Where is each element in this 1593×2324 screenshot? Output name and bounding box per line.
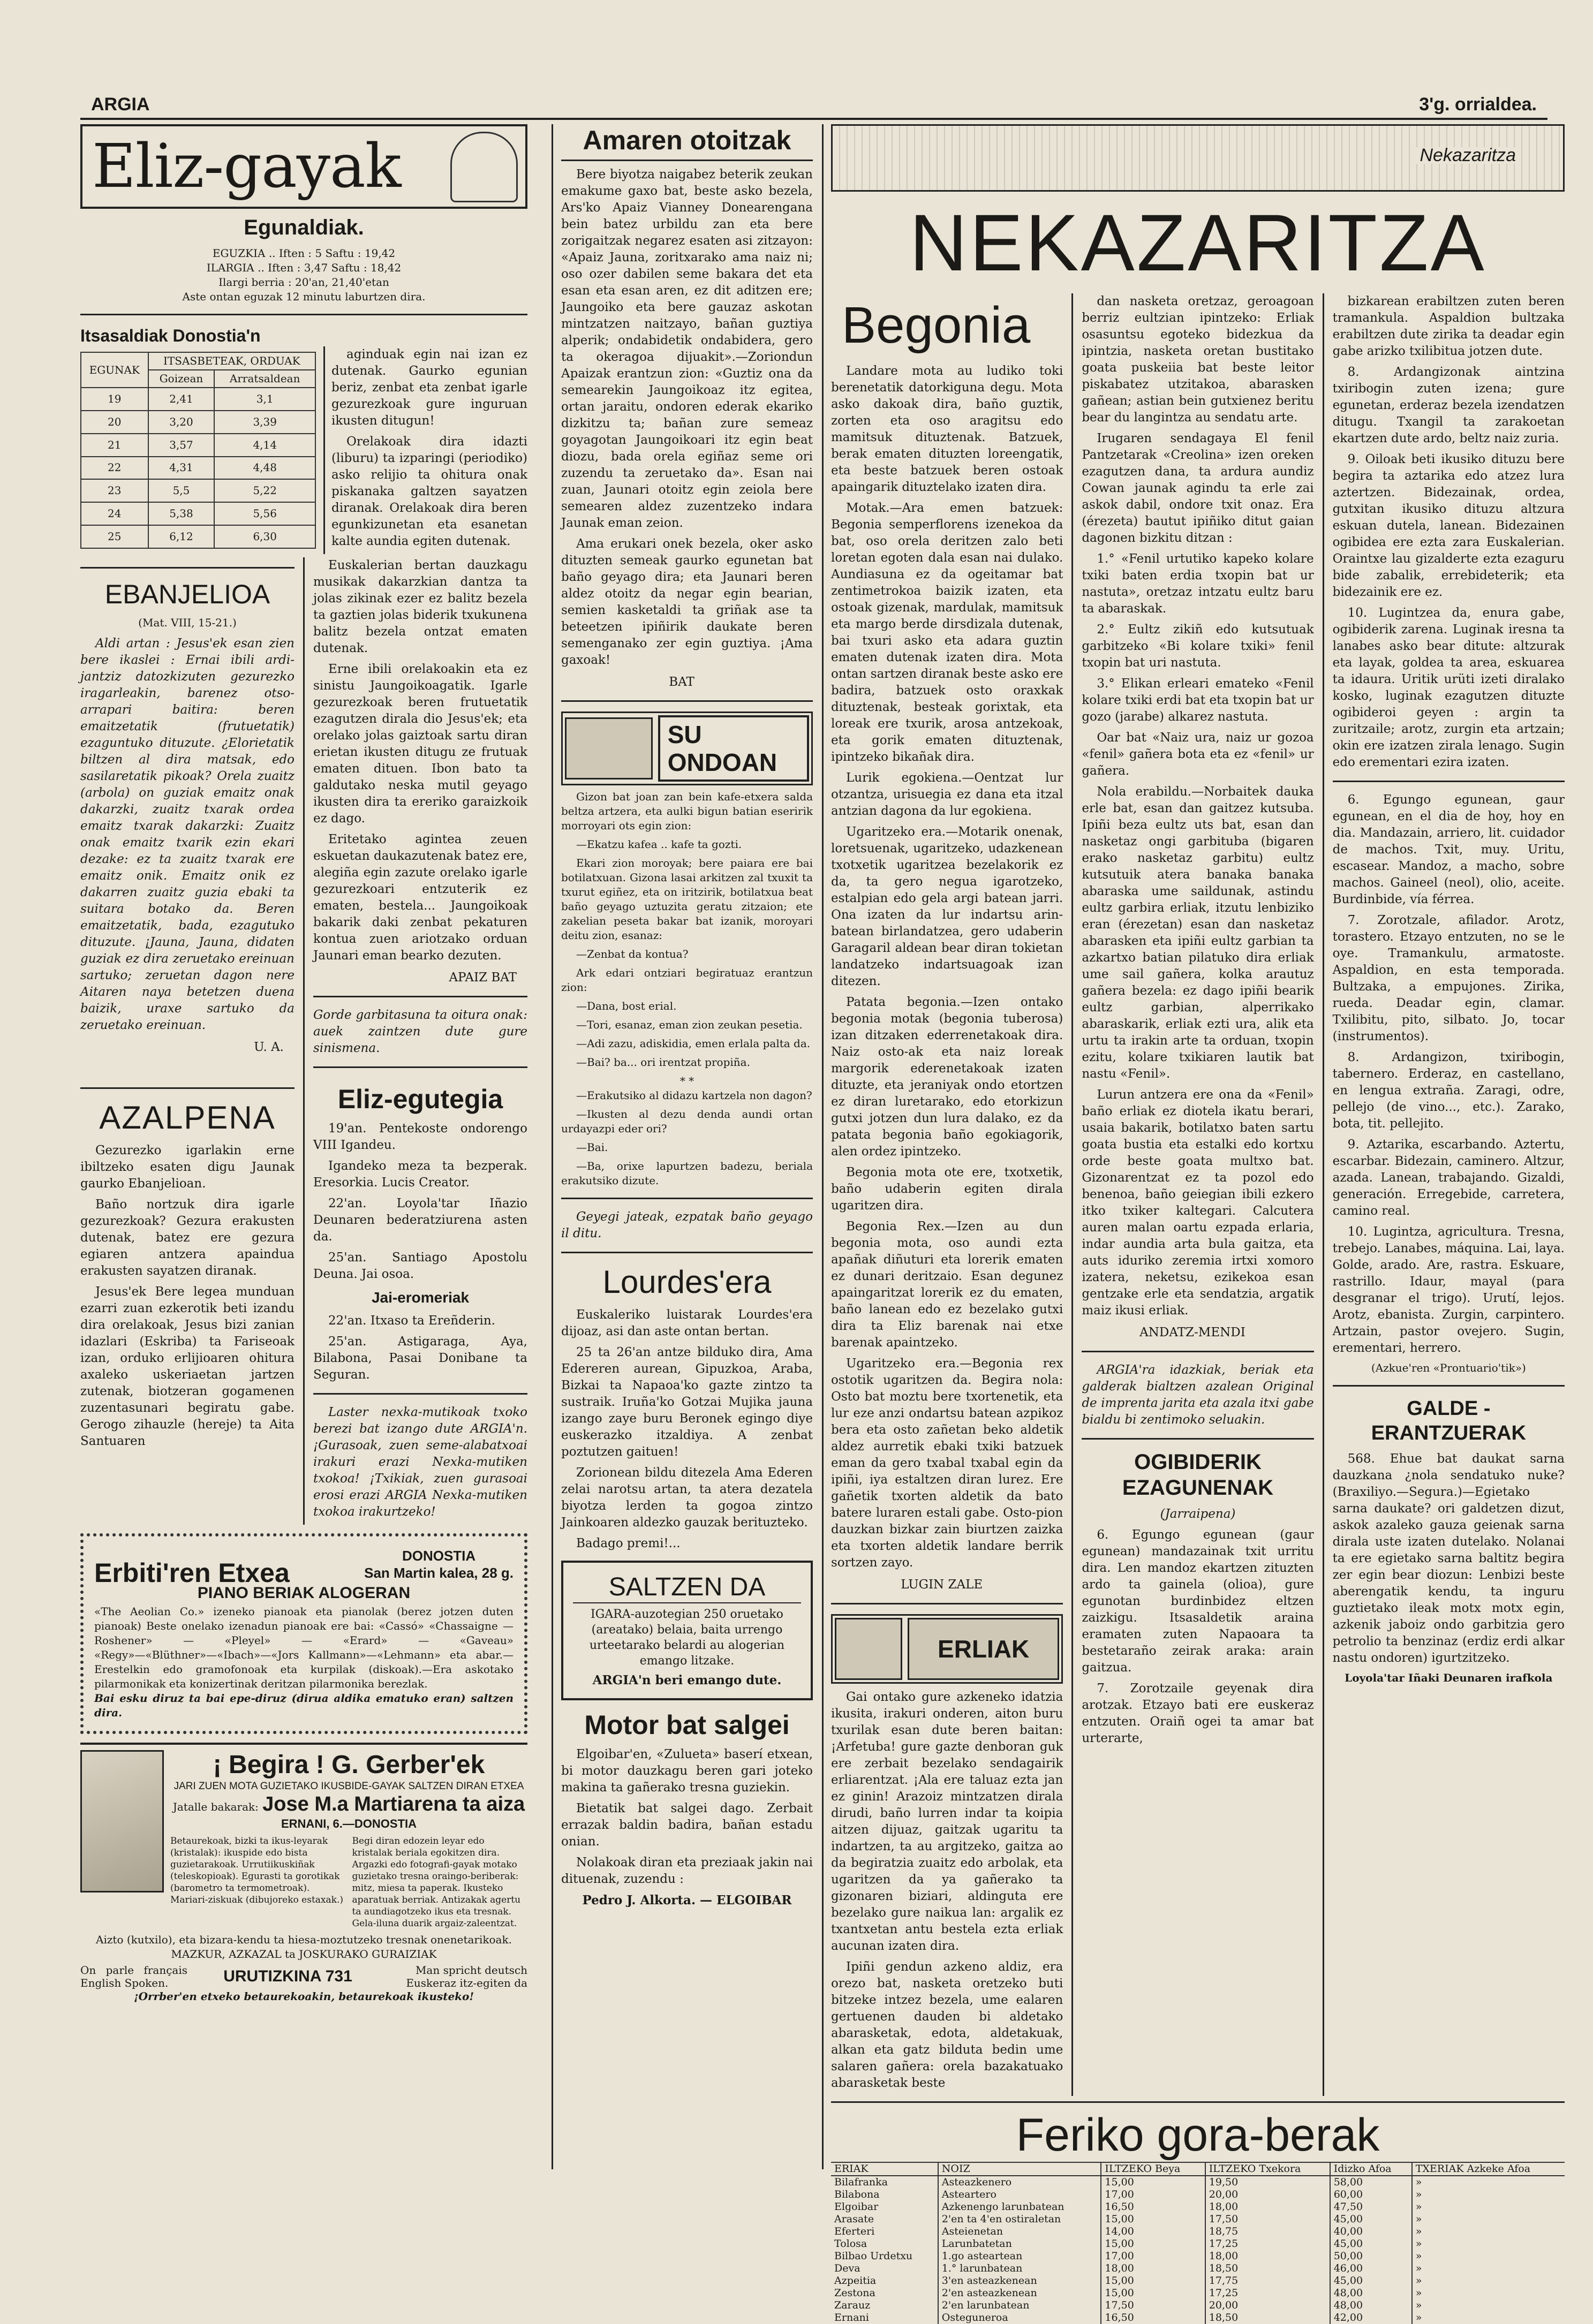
erliak-paragraph: Irugaren sendagaya El fenil Pantzetarak «Creolina» izen oreken ezagutzen dana, ta ardura aundiz Cowan jaunak agindu ta erle zai askok dabil, ondore txit onaz. Era (érezeta) bautut ipiñiko ditut gaian dagonen bizkitu ditzan : <box>1082 432 1314 545</box>
price-cell: 17,25 <box>1205 2287 1330 2299</box>
saltzen-da-heading: SALTZEN DA <box>608 1573 766 1601</box>
erliak-paragraph: dan nasketa oretzaz, geroagoan berriz eultzian ipintzeko: Erliak osasuntsu egoteko bidezkua da ipintzia, nasketa oretan bustitako goata puskeiia bat beste leitor piskabatez utzitakoa, abarasken gañean; astian bein gutxienez beritu bear du langintza au sendatu arte. <box>1082 294 1314 425</box>
price-cell: 60,00 <box>1330 2189 1412 2201</box>
price-cell: 15,00 <box>1101 2287 1205 2299</box>
price-cell: 17,00 <box>1101 2250 1205 2262</box>
gerber-footer: ¡Orrber'en etxeko betaurekoakin, betaurekoak ikusteko! <box>133 1990 474 2003</box>
tides-title: Itsasaldiak Donostia'n <box>80 326 261 345</box>
gerber-title: ¡ Begira ! G. Gerber'ek <box>213 1751 485 1779</box>
price-cell: 42,00 <box>1330 2312 1412 2324</box>
gerber-owner: Jose M.a Martiarena ta aiza <box>262 1793 525 1815</box>
price-cell: » <box>1412 2287 1565 2299</box>
price-cell: 2'en larunbatean <box>938 2299 1101 2312</box>
argia-notice: ARGIA'ra idazkiak, beriak eta galderak bialtzen azalean Original de imprenta jarita eta azala itxi gabe bialdu bi zentimoko seluakin. <box>1082 1363 1314 1427</box>
price-cell: 18,50 <box>1205 2312 1330 2324</box>
tides-head-hours: ITSASBETEAK, ORDUAK <box>148 352 315 370</box>
saltzen-da-note: ARGIA'n beri emango dute. <box>592 1673 782 1687</box>
gerber-left-list: Betaurekoak, bizki ta ikus-leyarak (kristalak): ikuspide edo bista guzietarakoak. Urrutiikuskiñak (teleskopioak). Egurasti ta gorotikak (barometro ta termometroak). Mariari-ziskuak (dibujoreko estaxak.) <box>170 1836 343 1905</box>
ogibiderik-heading: OGIBIDERIK EZAGUNENAK <box>1122 1450 1274 1500</box>
table-row <box>831 2287 1565 2299</box>
su-ondoan-line: —Bai? ba... ori irentzat propiña. <box>576 1056 750 1069</box>
lourdes-paragraph: 25 ta 26'an antze bilduko dira, Ama Edereren aurean, Gipuzkoa, Araba, Bizkai ta Napaoa'ko gazte zintzo ta sustraik. Iruña'ko Gotzai Mujika jauna izango zaye buru Beronek egingo diye euskerazko itzaldiya. A zenbat poztutzen gaituen! <box>561 1345 813 1459</box>
col2-quote: Gorde garbitasuna ta oitura onak: auek zaintzen dute gure sinismena. <box>313 1008 527 1055</box>
lourdes-paragraph: Euskaleriko luistarak Lourdes'era dijoaz, asi dan aste ontan bertan. <box>561 1308 813 1338</box>
erliak-paragraph: 3.° Elikan erleari emateko «Fenil kolare txiki erdi bat eta txopin bat ur gozo (jarabe) alkarez nastuta. <box>1082 677 1314 724</box>
gerber-phone: URUTIZKINA 731 <box>223 1967 352 1985</box>
egutegia-line: 19'an. Pentekoste ondorengo VIII Igandeu. <box>313 1122 527 1152</box>
price-cell: 17,50 <box>1205 2213 1330 2225</box>
nekazaritza-heading: NEKAZARITZA <box>909 198 1486 287</box>
col2-paragraph: Eritetako agintea zeuen eskuetan daukazutenak batez ere, alegiña egin zazute orelako igarle gezurezkoari entzuterik ez ematen, bestela... Jaungoikoak bakarik daki zenbat pekaturen kontua zuen ariotzako orduan Jaunari eman bearko dezuten. <box>313 832 527 963</box>
su-ondoan-line: —Tori, esanaz, eman zion zeukan pesetia. <box>576 1018 803 1031</box>
price-cell: Arasate <box>834 2213 874 2225</box>
prices-head-when: NOIZ <box>938 2162 1101 2176</box>
market-prices-table <box>831 2162 1565 2324</box>
vocabulary-entry: 10. Lugintza, agricultura. Tresna, trebejo. Lanabes, máquina. Lai, laya. Golde, arado. Are, rastra. Eskuare, rastrillo. Idaur, mayal (para desgranar el trigo). Urutí, lejos. Arotz, ebanista. Zurgin, carpintero. Artzain, pastor ovejero. Sugin, erementari, herrero. <box>1332 1225 1565 1355</box>
erbiti-city: DONOSTIA <box>402 1548 476 1564</box>
telescope-man-icon <box>80 1750 164 1892</box>
price-cell: Larunbatetan <box>938 2238 1101 2250</box>
su-ondoan-heading: SU ONDOAN <box>658 715 809 782</box>
price-cell: Osteguneroa <box>938 2312 1101 2324</box>
price-cell: » <box>1412 2225 1565 2238</box>
motor-heading: Motor bat salgei <box>584 1710 790 1740</box>
moon-line: ILARGIA .. Iften : 3,47 Saftu : 18,42 <box>206 261 402 274</box>
vocabulary-entry: 8. Ardangizon, txiribogin, tabernero. Erderaz, en castellano, en lengua extraña. Zaragi, odre, pellejo (de vino..., etc.). Zarako, bota, tit. pellejito. <box>1332 1050 1565 1131</box>
price-cell: 40,00 <box>1330 2225 1412 2238</box>
price-cell: 50,00 <box>1330 2250 1412 2262</box>
price-cell: Tolosa <box>834 2238 867 2250</box>
price-cell: 45,00 <box>1330 2238 1412 2250</box>
begonia-paragraph: Patata begonia.—Izen ontako begonia motak (begonia tuberosa) izan ditzaken ederrenetakoak dira. Naiz osto-ak eta naiz loreak margorik ederenetakoak izaten dituzte, eta jeraniyak ondo etortzen ez diran luretarako, edo etorkizun gutxi jotzen dun lura dalako, ez da patata begonia baño egokiagorik, alen ordez ipintzeko. <box>831 995 1063 1159</box>
erliak-signature: ANDATZ-MENDI <box>1139 1326 1245 1339</box>
gerber-ad <box>80 1743 527 2004</box>
table-row <box>831 2213 1565 2225</box>
eliz-gayak-title <box>80 124 527 209</box>
prices-head-cow: ILTZEKO Beya <box>1101 2162 1205 2176</box>
ebanjelioa-heading: EBANJELIOA <box>104 579 270 609</box>
sun-line: EGUZKIA .. Iften : 5 Saftu : 19,42 <box>212 247 396 260</box>
price-cell: Azkenengo larunbatean <box>938 2201 1101 2213</box>
price-cell: Azpeitia <box>834 2275 877 2287</box>
motor-paragraph: Elgoibar'en, «Zulueta» baserí etxean, bi motor dauzkagu beren gari joteko makina ta gañerako tresna guziekin. <box>561 1747 813 1795</box>
page-number: 3'g. orrialdea. <box>1419 94 1537 115</box>
begonia-paragraph: Begonia mota ote ere, txotxetik, baño udaberin egiten dirala ugaritzen dira. <box>831 1165 1063 1213</box>
vocabulary-entry: 6. Egungo egunean, gaur egunean, en el dia de hoy, hoy en dia. Mandazain, arriero, lit. cuidador de machos. Txit, muy. Uritu, escasear. Mandoz, a macho, sobre machos. Gaineel (neol), olio, aceite. Burdinbide, vía férrea. <box>1332 793 1565 906</box>
table-row: 21 3,57 4,14 <box>81 434 315 457</box>
su-ondoan-line: —Ikusten al dezu denda aundi ortan urdayazpi eder ori? <box>561 1108 813 1135</box>
price-cell: 18,00 <box>1205 2201 1330 2213</box>
price-cell: 15,00 <box>1101 2213 1205 2225</box>
ogibiderik-paragraph: 10. Lugintzea da, enura gabe, ogibiderik zarena. Luginak iresna ta lanabes asko bear ditute: altzurak eta layak, goldea ta area, eskuarea ta idaura. Uritik urüti izeti diralako kosko, luginak ezagutzen dituzte ogibideroi geyen : argin ta zuritzaile; arotz, zurgin eta artzain; okin ere izatzen zirala lenago. Sugin edo erementari ezira izaten. <box>1332 606 1565 769</box>
tides-head-days: EGUNAK <box>81 352 148 388</box>
col2-paragraph: Erne ibili orelakoakin eta ez sinistu Jaungoikoagatik. Igarle gezurezkoak beren frutuetatik ezagutzen dirala dio Jesus'ek; eta orelako jolas gaiztoak sartu diran erietan ikusten ditugu ze frutuak ematen dituen. Ibon bato ta galdutako neska mutil geyago ikusten dira ta ereriko garaizkoik ez dago. <box>313 662 527 826</box>
otoitzak-paragraph: Bere biyotza naigabez beterik zeukan emakume gaxo bat, beste asko bezela, Ars'ko Apaiz Vianney Donearengana bein batez urbildu zan eta bere zorigaitzak negarez esaten asi zitzayon: «Apaiz Jauna, zoritxarako ama naiz ni; oso ozer dabilen seme bakara det eta esan eta esan aren, ez dit aditzen ere; Jaungoiko eta bere gauzaz askotan mintzatzen naitzayo, bañan guztiya alperik; ondabidetik ondabidera, gero ta okeragoa dijuakit».—Zoriondun Apaizak erantzun zion: «Guztiz ona da semearekin Jaungoikoaz itz egitea, ortan jaraitu, ondoren ederak ekariko dizkitzu ta; bañan zure semeaz goyagotan Jaungoikoari itz egin beat diozu, bada orela egiñaz seme ori zuzendu ta zeruetako da». Esan nai zuan, Jaunari otoitz egin zeiola bere semearen aldez zuzentzeko indara Jaunak eman zeion. <box>561 168 813 530</box>
table-row: 23 5,5 5,22 <box>81 479 315 502</box>
bee-icon <box>835 1618 902 1680</box>
newspaper-name: ARGIA <box>91 94 150 115</box>
tides-head-morning: Goizean <box>148 370 215 388</box>
ebanjelioa-text: Aldi artan : Jesus'ek esan zien bere ikaslei : Ernai ibili ardi-jantziz datozkizuten gezurezko iragarleakin, barenez otso-arrapari baitira: beren emaitzetatik (frutuetatik) ezaguntuko dituzute. ¿Elorietatik biltzen al dira matsak, edo sasilaretatik pikoak? Orela zuaitz (arbola) on guziak emaitz onak dakarzki, zuaitz txarak ordea emaitz txarak dakarzki: Zuaitz onak emaitz txarik ezin ekari dezake: ez ta zuaitz txarak ere emaitz onik. Emaitz onik ez dakarren zuaitz guzia ebaki ta suitara botako da. Beren emaitzetatik, bada, ezagutuko dituzute. ¡Jauna, Jauna, didaten guziak ez dira zeruetako ereinuan sartuko; zeruetan dagon nere Aitaren naya betetzen duena baizik, uraxe sartuko da zeruetako ereinuan. <box>80 637 295 1032</box>
table-row <box>831 2189 1565 2201</box>
price-cell: 15,00 <box>1101 2238 1205 2250</box>
galde-erantzuerak-paragraph: 568. Ehue bat daukat sarna dauzkana ¿nola sendatuko nuke? (Braxiliyo.—Segura.)—Egietako sarna daukate? ori galdetzen dizut, askok azaleko gauza geienak sarna dirala uste izaten dutelako. Nolanai ta ere egietako sarna baltitz begira zer egin bear diozun: Lenbizi beste aberengatik kendu, ta inguru guztietako ileak motx motx egin, azkenik jaboiz ondo garbitzia gero petrolio ta benzinaz (erdiz erdi alkar nastu ondoren) igurtzitzeko. <box>1332 1452 1565 1665</box>
vocabulary-source: (Azkue'ren «Prontuario'tik») <box>1371 1361 1526 1374</box>
lourdes-paragraph: Badago premi!... <box>576 1536 681 1550</box>
su-ondoan-line: —Zenbat da kontua? <box>576 948 689 960</box>
price-cell: 15,00 <box>1101 2275 1205 2287</box>
egutegia-line: 25'an. Santiago Apostolu Deuna. Jai osoa. <box>313 1251 527 1281</box>
erliak-paragraph: Lurun antzera ere ona da «Fenil» baño erliak ez diotela ikatu berari, usaia bakarik, botilatxo baten sartu goata bustia eta estalki edo kortxu orde beste goata multxo bat. Gizonarentzat ez ta pozol edo benenoa, baño geiegian ibili ezkero itko txiker kaltegari. Calcutera auren malan oartu ezpada erlaria, indar aundia arta bula gaitza, eta auts iduriko zeremia irtxi xomoro izatera, neketsu, ezikekoa esan gentzake erle eta sendatzia, argatik maiz ikusi erliak. <box>1082 1088 1314 1318</box>
feriko-heading: Feriko gora-berak <box>1016 2109 1380 2161</box>
price-cell: » <box>1412 2238 1565 2250</box>
ebanjelioa-signature: U. A. <box>254 1040 284 1054</box>
tides-table <box>80 352 316 549</box>
new-moon-line: Ilargi berria : 20'an, 21,40'etan <box>218 276 389 289</box>
azalpena-paragraph: Gezurezko igarlakin erne ibiltzeko esaten digu Jaunak gaurko Ebanjelioan. <box>80 1144 295 1191</box>
azalpena-paragraph: Jesus'ek Bere legea munduan ezarri zuan ezkerotik beti izandu dira orelakoak, Jesus bizi zanian idazlari (Eskriba) ta Fariseoak izan, orduko erlijioaren ohitura axaleko uskeriaetan jartzen zutenak, biotzeran gogamenen zuzentasunari begiratu gabe. Gerogo zihauzle (hereje) ta Aita Santuaren <box>80 1285 295 1448</box>
price-cell: » <box>1412 2213 1565 2225</box>
table-row <box>831 2262 1565 2275</box>
jai-line: 25'an. Astigaraga, Aya, Bilabona, Pasai Donibane ta Seguran. <box>313 1335 527 1382</box>
price-cell: » <box>1412 2312 1565 2324</box>
begonia-paragraph: Ugaritzeko era.—Motarik onenak, loretsuenak, ugaritzeko, udazkenean txotxetik ugaritzea bezelakorik ez da, ta gero negua igarotzeko, estalpian edo gela argi batean jarri. Ona izaten da lur indartsu arin-batean birlandatzea, gero udaberin Garagaril aldean bear diran tokietan landatzeko indartsuagoak izan ditezen. <box>831 825 1063 988</box>
table-row: 24 5,38 5,56 <box>81 502 315 525</box>
price-cell: 16,50 <box>1101 2312 1205 2324</box>
egutegia-line: 22'an. Loyola'tar Iñazio Deunaren bederatziurena asten da. <box>313 1197 527 1244</box>
erbiti-ad <box>80 1533 527 1734</box>
gerber-bottom-2: MAZKUR, AZKAZAL ta JOSKURAKO GURAIZIAK <box>171 1948 437 1960</box>
price-cell: 19,50 <box>1205 2176 1330 2189</box>
table-row: 20 3,20 3,39 <box>81 411 315 434</box>
su-ondoan-line: —Bai. <box>576 1141 608 1154</box>
price-cell: 47,50 <box>1330 2201 1412 2213</box>
price-cell: 48,00 <box>1330 2287 1412 2299</box>
price-cell: Ernani <box>834 2312 869 2323</box>
price-cell: Asteartero <box>938 2189 1101 2201</box>
su-ondoan-line: —Adi zazu, adiskidia, emen erlala palta da. <box>576 1037 811 1050</box>
price-cell: Bilabona <box>834 2189 880 2200</box>
lourdes-heading: Lourdes'era <box>602 1264 772 1300</box>
su-ondoan-line: —Ba, orixe lapurtzen badezu, beriala erakutsiko dizute. <box>561 1160 813 1187</box>
eliz-gayak-heading: Eliz-gayak <box>92 132 401 201</box>
price-cell: 1.go asteartean <box>938 2250 1101 2262</box>
ogibiderik-subheading: (Jarraipena) <box>1160 1507 1236 1521</box>
price-cell: 18,00 <box>1205 2250 1330 2262</box>
ogibiderik-paragraph: 9. Oiloak beti ikusiko dituzu bere begira ta aztarika edo atzez lura aztertzen. Bidezainak, ordea, gutxitan ikusiko dituzu altzura eskuan dutela, lanean. Bidezainen ogibidea ere ezta zara Euskalerian. Oraintxe lau gizalderte ezta ezaguru bide zabalik, errebideterik; eta bidezainik ere ez. <box>1332 452 1565 599</box>
saltzen-da-ad <box>561 1561 813 1700</box>
amaren-otoitzak-heading: Amaren otoitzak <box>561 124 813 161</box>
eliz-egutegia-heading: Eliz-egutegia <box>337 1084 503 1114</box>
price-cell: 3'en asteazkenean <box>938 2275 1101 2287</box>
price-cell: » <box>1412 2299 1565 2312</box>
table-row <box>831 2225 1565 2238</box>
price-cell: » <box>1412 2275 1565 2287</box>
su-ondoan-line: Gizon bat joan zan bein kafe-etxera salda beltza artzera, eta aulki bigun batian eseririk morroyari ots egin zion: <box>561 790 813 832</box>
price-cell: 18,75 <box>1205 2225 1330 2238</box>
col2-paragraph: Orelakoak dira idazti (liburu) ta izparingi (periodiko) asko relijio ta ohitura onak piskanaka galtzen sayatzen diranak. Orelakoak dira beren egunkizunetan eta esanetan kalte aundia egiten dutenak. <box>331 435 527 548</box>
gerber-address: ERNANI, 6.—DONOSTIA <box>281 1817 417 1830</box>
prices-head-calf: ILTZEKO Txekora <box>1205 2162 1330 2176</box>
jai-eromeriak-heading: Jai-eromeriak <box>371 1289 470 1306</box>
erliak-heading: ERLIAK <box>908 1618 1059 1680</box>
price-cell: 17,00 <box>1101 2189 1205 2201</box>
ogibiderik-paragraph: 6. Egungo egunean (gaur egunean) mandazainak txit urritu dira. Len mandoz ekartzen zituzten ardo ta gainela (olioa), gure egunotan burdinbidez eltzen zaizkigu. Itsasaldetik araina eramaten zuten Napaoara ta bestetaraño zeirak araka: arain gaitzua. <box>1082 1528 1314 1675</box>
price-cell: Zestona <box>834 2287 875 2299</box>
gerber-right-list: Begi diran edozein leyar edo kristalak beriala egokitzen dira. Argazki edo fotografi-gayak motako guzietako tresna oraingo-beriberak: mitz, miesa ta paperak. Ikusteko aparatuak berriak. Antizakak agertu ta aundiagotzeko ikus eta tresnak. Gela-iluna duarik argaiz-zaleentzat. <box>352 1836 521 1929</box>
azalpena-paragraph: Baño nortzuk dira igarle gezurezkoak? Gezura erakusten dutenak, batez ere gezura egiaren antzera apaindua erakusten sayatzen diranak. <box>80 1198 295 1278</box>
price-cell: Deva <box>834 2262 860 2274</box>
table-row <box>831 2299 1565 2312</box>
erliak-paragraph: Oar bat «Naiz ura, naiz ur gozoa «fenil» gañera bota eta ez «fenil» ur gañera. <box>1082 731 1314 778</box>
erliak-paragraph: Ipiñi gendun azkeno aldiz, era orezo bat, nasketa oretzeko buti bitzeke intzez bezela, ume ealaren gertuenen dauden bi aldetako abarasketak, edota, aldetakuak, alkan eta gatz bilduta bedin ume salaren gañera: orela bazakatuako abarasketak beste <box>831 1960 1063 2090</box>
price-cell: » <box>1412 2250 1565 2262</box>
nekazaritza-section <box>831 124 1565 2323</box>
erbiti-text: «The Aeolian Co.» izeneko pianoak eta pianolak (berez jotzen duten pianoak) Beste onelako izenadun pianoak ere bai: «Cassó» «Chassaigne — Roshener» — «Pleyel» — «Erard» — «Gaveau» «Regy»—«Blüthner»—«Ibach»—«Jors Kallmann»—«Lehmann» eta abar.—Erestelkin edo gramofonoak eta kurpilak (diskoak).—Era askotako pilarmonikak eta konizertinak deritzan pilarmonika berezlak. <box>94 1605 514 1690</box>
erliak-paragraph: Gai ontako gure azkeneko idatzia ikusita, irakuri onderen, aiton buru txurilak esan dute beren baitan: ¡Arfetuba! gure gazte denboran guk ere zerbait bezelako sendagairik erliarentzat. ¡Ala ere taluaz ezta jan ez ginin! Arazoiz mintzatzen dirala dirudi, baño lurren indar ta koipia aitzen dijuaz, gaitzak ugaritu ta indartzen, ta au argitzeko, gaitza ao da begiratzia zuaitz edo arbolak, eta ugaritzen da ya gañerako ta gizonaren biziari, aldinguta ere bezelako gure naikua lan: argalik ez txantxetan antu bestela ezta erliak aucunan izaten dira. <box>831 1690 1063 1953</box>
saltzen-da-text: IGARA-auzotegian 250 oruetako (areatako) belaia, baita urrengo urteetarako belardi au alogerian emango litzake. <box>573 1602 801 1669</box>
table-row <box>831 2312 1565 2324</box>
erbiti-street: San Martin kalea, 28 g. <box>364 1565 514 1581</box>
price-cell: 20,00 <box>1205 2189 1330 2201</box>
gerber-owner-label: Jatalle bakarak: <box>172 1800 259 1813</box>
prices-head-places: ERIAK <box>831 2162 938 2176</box>
su-ondoan-line: Ekari zion moroyak; bere paiara ere bai botilatxuan. Gizona lasai arkitzen zal txuxit ta txurut egiñez, eta on iritzirik, botilatxua beat baño geyago uztuzita geratu zitzaion; ete zakelian peseta bakar bat izanik, moroyari deitu zion, esanaz: <box>561 857 813 942</box>
erbiti-note: Bai esku diruz ta bai epe-diruz (dirua aldika ematuko eran) saltzen dira. <box>94 1692 514 1719</box>
praying-woman-icon <box>450 132 518 202</box>
day-length-line: Aste ontan eguzak 12 minutu laburtzen dira. <box>182 290 426 303</box>
price-cell: » <box>1412 2262 1565 2275</box>
geyegi-quote: Geyegi jateak, ezpatak baño geyago il ditu. <box>561 1210 813 1240</box>
lourdes-paragraph: Zorionean bildu ditezela Ama Ederen zelai narotsu artan, ta atera dezatela biyotza lerden ta gogoa zintzo Jainkoaren aldezko gauzak berituzteko. <box>561 1466 813 1530</box>
price-cell: » <box>1412 2189 1565 2201</box>
gerber-lang-left: On parle français English Spoken. <box>80 1964 187 1989</box>
price-cell: 58,00 <box>1330 2176 1412 2189</box>
price-cell: 45,00 <box>1330 2213 1412 2225</box>
ogibiderik-paragraph: 7. Zorotzaile geyenak dira arotzak. Etzayo bati ere euskeraz entzuten. Oraiñ ogei ta amar bat urterarte, <box>1082 1682 1314 1745</box>
price-cell: Elgoibar <box>834 2201 879 2213</box>
motor-paragraph: Bietatik bat salgei dago. Zerbait errazak baldin badira, bañan estadu onian. <box>561 1801 813 1849</box>
su-ondoan-line: —Dana, bost erial. <box>576 1000 677 1012</box>
jai-line: 22'an. Itxaso ta Ereñderin. <box>328 1314 495 1328</box>
price-cell: » <box>1412 2201 1565 2213</box>
sun-moon-block <box>80 246 527 304</box>
printer-credit: Loyola'tar Iñaki Deunaren irafkola <box>1345 1671 1553 1684</box>
begonia-signature: LUGIN ZALE <box>901 1578 983 1592</box>
price-cell: 15,00 <box>1101 2176 1205 2189</box>
erbiti-tagline: PIANO BERIAK ALOGERAN <box>197 1584 411 1602</box>
ogibiderik-paragraph: bizkarean erabiltzen zuten beren tramankula. Aspaldion bultzaka erabiltzen dute zirika ta deadar egin gabe arizko txilibitua jotzen dute. <box>1332 294 1565 358</box>
price-cell: 17,25 <box>1205 2238 1330 2250</box>
price-cell: 2'en asteazkenean <box>938 2287 1101 2299</box>
erliak-paragraph: 1.° «Fenil urtutiko kapeko kolare txiki baten erdia txopin bat ur nastuta», oretzaz intzatu eultz baru ta abaraskak. <box>1082 552 1314 616</box>
price-cell: 48,00 <box>1330 2299 1412 2312</box>
begonia-paragraph: Ugaritzeko era.—Begonia rex ostotik ugaritzen da. Begira nola: Osto bat moztu bere txortenetik, eta lur eze anzi ondartsu batean azpikoz bera eta osto zañetan beko aldetik aldez aurretik ebaki txiki batzuek eman da gero txabal txabal egin da ipiñi, iya estaltzen diran lurez. Ere gañetik txorten aldetik da bato batere luraren estali gabe. Osto-pion dauzkan bizkar zain biurtzen zaizka eta txorten aldetik landare berrik sortzen zayo. <box>831 1357 1063 1570</box>
gerber-bottom: Aizto (kutxilo), eta bizara-kendu ta hiesa-moztutzeko tresnak onenetarikoak. <box>96 1933 512 1946</box>
price-cell: » <box>1412 2176 1565 2189</box>
azalpena-heading: AZALPENA <box>99 1100 276 1135</box>
col2-signature: APAIZ BAT <box>449 971 517 985</box>
price-cell: 20,00 <box>1205 2299 1330 2312</box>
table-row <box>831 2250 1565 2262</box>
price-cell: 17,50 <box>1101 2299 1205 2312</box>
begonia-paragraph: Begonia Rex.—Izen au dun begonia mota, oso aundi ezta apañak diñuturi eta lorerik ematen ez dunari deritzaio. Esan degunez apaingaritzat lorerik ez du ematen, baño lanean edo ez bezelako gutxi dira ta Eliz barenak nai etxe barenak apaintzeko. <box>831 1220 1063 1350</box>
otoitzak-signature: BAT <box>669 675 694 689</box>
ogibiderik-paragraph: 8. Ardangizonak aintzina txiribogin zuten izena; gure egunetan, erderaz bezela izendatzen ditugu. Txangil ta zarakoetan ekartzen dute ardo, beltz naiz zuria. <box>1332 365 1565 445</box>
farming-banner-illustration <box>831 124 1565 192</box>
motor-paragraph: Nolakoak diran eta preziaak jakin nai dituenak, zuzendu : <box>561 1856 813 1886</box>
galde-erantzuerak-heading: GALDE - ERANTZUERAK <box>1371 1397 1526 1444</box>
col2-paragraph: aginduak egin nai izan ez dutenak. Gaurko egunian beriz, zenbat eta zenbat igarle gezurezkoak gure inguruan ikusten ditugun! <box>331 347 527 428</box>
price-cell: 1.° larunbatean <box>938 2262 1101 2275</box>
price-cell: Asteazkenero <box>938 2176 1101 2189</box>
otoitzak-paragraph: Ama erukari onek bezela, oker asko dituzten semeak gaurko egunetan bat baño geyago dira; eta Jaunari beren aldez otoitz da negar egin bearian, semien kasketaldi ta griñak ase ta beteetzen ipiñirik daukate beren semenganako zer egin guztiya. ¡Ama gaxoak! <box>561 537 813 667</box>
vocabulary-entry: 9. Aztarika, escarbando. Aztertu, escarbar. Bidezain, caminero. Altzur, azada. Lanean, trabajando. Gizaldi, generación. Erregebide, carretera, camino real. <box>1332 1138 1565 1218</box>
erliak-paragraph: Nola erabildu.—Norbaitek dauka erle bat, esan dan gaitzez kutsuba. Ipiñi beza eultz uts bat, esan dan nasketaz ongi garbituba (bigaren erako nasketaz garbitu) eultz kutsutuik atera banaka banaka abaraska ume saildunak, astindu eultz garbira erliak, itzutu lenbiziko eran (érezetan) esan dan nasketaz abarasken eta ipiñi eultz garbian ta azkartxo batian pilatuko dira erliak ume sail gañera, kolka arautuz gañera bezela: ez dago ipiñi bearik eultz garbian, alperrikako abaraskarik, erliak ezti ura, alik eta urtu ta irakin arte ta orduan, txopin ezitu, kolare txikiaren lautik bat nastu «Fenil». <box>1082 785 1314 1081</box>
price-cell: 45,00 <box>1330 2275 1412 2287</box>
egunaldiak-heading: Egunaldiak. <box>244 216 364 239</box>
price-cell: 16,50 <box>1101 2201 1205 2213</box>
price-cell: Bilbao Urdetxu <box>834 2250 913 2262</box>
price-cell: Asteienetan <box>938 2225 1101 2238</box>
table-row <box>831 2201 1565 2213</box>
ebanjelioa-reference: (Mat. VIII, 15-21.) <box>138 616 237 629</box>
erliak-paragraph: 2.° Eultz zikiñ edo kutsutuak garbitzeko «Bi kolare txiki» fenil txopin bat uri nastuta. <box>1082 623 1314 670</box>
table-row: 22 4,31 4,48 <box>81 457 315 480</box>
price-cell: 46,00 <box>1330 2262 1412 2275</box>
begonia-heading: Begonia <box>842 297 1031 354</box>
col2-paragraph: Euskalerian bertan dauzkagu musikak dakarzkian dantza ta jolas zikinak ezer ez balitz bezela ta gaztien jolas biderik txukunena balitz bezela ontzat ematen dutenak. <box>313 558 527 655</box>
motor-signature: Pedro J. Alkorta. — ELGOIBAR <box>582 1893 792 1907</box>
price-cell: 14,00 <box>1101 2225 1205 2238</box>
column-3: Amaren otoitzak Bere biyotza naigabez beterik zeukan emakume gaxo bat, beste asko bezela, Ars'ko Apaiz Vianney Donearengana bein batez urbildu zan eta bere zorigaitzak negarez esaten asi zitzayon: «Apaiz Jauna, zoritxarako ama naiz ni; oso ozer dabilen seme bakara det eta esan eta esan aren, ez dit aditzen ere; Jaungoiko eta bere gauzaz askotan mintzatzen naitzayo, bañan guztiya alperik; ondabidetik ondabidera, gero ta okeragoa dijuakit».—Zoriondun Apaizak erantzun zion: «Guztiz ona da semearekin Jaungoikoaz itz egitea, ortan jaraitu, ondoren ederak ekariko dizkitzu ta; bañan zure semeaz goyagotan Jaungoikoari itz egin beat diozu, bada orela egiñaz seme ori zuzendu ta zeruetako da». Esan nai zuan, Jaunari otoitz egin zeiola bere semearen aldez zuzentzeko indara Jaunak eman zeion. Ama erukari onek bezela, oker asko dituzten semeak gaurko egunetan bat baño geyago dira; eta Jaunari beren aldez otoitz da negar egin bearian, semien kasketaldi ta griñak ase ta beteetzen ipiñirik daukate beren semenganako zer egin guztiya. ¡Ama gaxoak! BAT SU ONDOAN Gizon bat joan zan bein kafe-etxera salda beltza artzera, eta aulki bigun batian eseririk morroyari ots egin zion: —Ekatzu kafea .. kafe ta gozti. Ekari zion moroyak; bere paiara ere bai botilatxuan. Gizona lasai arkitzen zal txuxit ta txurut egiñez, eta on iritzirik, botilatxua beat baño geyago uztuzita geratu zitzaion; ete zakelian peseta bakar bat izanik, moroyari deitu zion, esanaz: —Zenbat da kontua? Ark edari ontziari begiratuaz erantzun zion: —Dana, bost erial. —Tori, esanaz, eman zion zeukan pesetia. —Adi zazu, adiskidia, emen erlala palta da. —Bai? ba... ori irentzat propiña. * * —Erakutsiko al didazu kartzela non dagon? —Ikusten al dezu denda aundi ortan urdayazpi eder ori? —Bai. —Ba, orixe lapurtzen badezu, beriala erakutsiko dizute. Geyegi jateak, ezpatak baño geyago il ditu. Lourdes'era Euskaleriko luistarak Lourdes'era dijoaz, asi dan aste ontan bertan. 25 ta 26'an antze bilduko dira, Ama Edereren aurean, Gipuzkoa, Araba, Bizkai ta Napaoa'ko gazte zintzo ta sustraik. Iruña'ko Gotzai Mujika jauna izango zaye buru Beronek egingo diye euskerazko itzaldiya. A zenbat poztutzen gaituen! Zorionean bildu ditezela Ama Ederen zelai narotsu artan, ta atera dezatela biyotza lerden ta gogoa zintzo Jainkoaren aldezko gauzak berituzteko. Badago premi!... SALTZEN DA IGARA-auzotegian 250 oruetako (areatako) belaia, baita urrengo urteetarako belardi au alogerian emango litzake. ARGIA'n beri emango dute. Motor bat salgei Elgoibar'en, «Zulueta» baserí etxean, bi motor dauzkagu beren gari joteko makina ta gañerako tresna guziekin. Bietatik bat salgei dago. Zerbait errazak baldin badira, bañan estadu onian. Nolakoak diran eta preziaak jakin nai dituenak, zuzendu : Pedro J. Alkorta. — ELGOIBAR <box>561 125 813 1907</box>
price-cell: Zarauz <box>834 2299 871 2311</box>
prices-head-pig: TXERIAK Azkeke Afoa <box>1412 2162 1565 2176</box>
prices-head-ox: Idizko Afoa <box>1330 2162 1412 2176</box>
su-ondoan-line: —Ekatzu kafea .. kafe ta gozti. <box>576 838 742 851</box>
column-1 <box>80 124 527 2169</box>
tides-head-evening: Arratsaldean <box>214 370 315 388</box>
erbiti-name: Erbiti'ren Etxea <box>94 1558 290 1588</box>
egutegia-line: Igandeko meza ta bezperak. Eresorkia. Lucis Creator. <box>313 1159 527 1190</box>
fireside-illustration-icon <box>565 717 653 779</box>
table-row <box>831 2275 1565 2287</box>
vocabulary-entry: 7. Zorotzale, afilador. Arotz, torastero. Etzayo entzuten, no se le oye. Tramankulu, armatoste. Aspaldion, en esta temporada. Bultzaka, a empujones. Zirika, rueda. Deadar egin, clamar. Txilibitu, pito, silbato. Jo, tocar (instrumentos). <box>1332 913 1565 1043</box>
price-cell: Bilafranka <box>834 2176 888 2188</box>
su-ondoan-line: Ark edari ontziari begiratuaz erantzun zion: <box>561 966 813 994</box>
table-row <box>831 2238 1565 2250</box>
begonia-paragraph: Landare mota au ludiko toki berenetatik datorkiguna degu. Mota asko dakoak dira, baño guztik, zorten eta oso aragitsu edo mamitsuk dituztenak. Batzuek, berak ematen dituzten loreengatik, eta beste batzuek beren ostoak apaingarik dituztelako izaten dira. <box>831 364 1063 494</box>
table-row: 19 2,41 3,1 <box>81 388 315 411</box>
price-cell: 2'en ta 4'en ostiraletan <box>938 2213 1101 2225</box>
price-cell: 18,50 <box>1205 2262 1330 2275</box>
gerber-subtitle: JARI ZUEN MOTA GUZIETAKO IKUSBIDE-GAYAK SALTZEN DIRAN ETXEA <box>173 1781 524 1792</box>
banner-label: Nekazaritza <box>1415 147 1520 164</box>
table-row <box>831 2176 1565 2189</box>
table-row: 25 6,12 6,30 <box>81 525 315 548</box>
gerber-lang-right: Man spricht deutsch Euskeraz itz-egiten da <box>406 1964 527 1989</box>
begonia-paragraph: Lurik egokiena.—Oentzat lur otzantza, urisuegia ez dana eta itzal antzian dagona da lur egokiena. <box>831 771 1063 818</box>
page-header <box>80 92 1547 120</box>
price-cell: Eferteri <box>834 2225 875 2237</box>
nexka-mutiko-notice: Laster nexka-mutikoak txoko berezi bat izango dute ARGIA'n. ¡Gurasoak, zuen seme-alabatxoai irakuri erazi Nexka-mutiken txokoa! ¡Txikiak, zuen gurasoai erosi erazi ARGIA Nexka-mutiken txokoa irakurtzeko! <box>313 1405 527 1519</box>
price-cell: 17,75 <box>1205 2275 1330 2287</box>
price-cell: 18,00 <box>1101 2262 1205 2275</box>
begonia-paragraph: Motak.—Ara emen batzuek: Begonia semperflorens izenekoa da bat, oso orela deritzen zalo beti loretan egoten dala esan nai dulako. Aundiasuna ez da ogeitamar bat zentimetrokoa baizik izaten, eta ostoak gizenak, mardulak, mamitsuk eta margo berde dirsdizala dutenak, bai txuri asko eta adara guztin ematen dutenak izaten dira. Mota ontan sartzen diranak beste asko ere badira, batzuek osto oraxkak dituztenak, besteak gorixtak, eta loreak ere txurik, arosa antzekoak, eta gorik ematen dituztenak, ipintzeko bikañak dira. <box>831 501 1063 764</box>
su-ondoan-line: —Erakutsiko al didazu kartzela non dagon? <box>576 1089 812 1102</box>
